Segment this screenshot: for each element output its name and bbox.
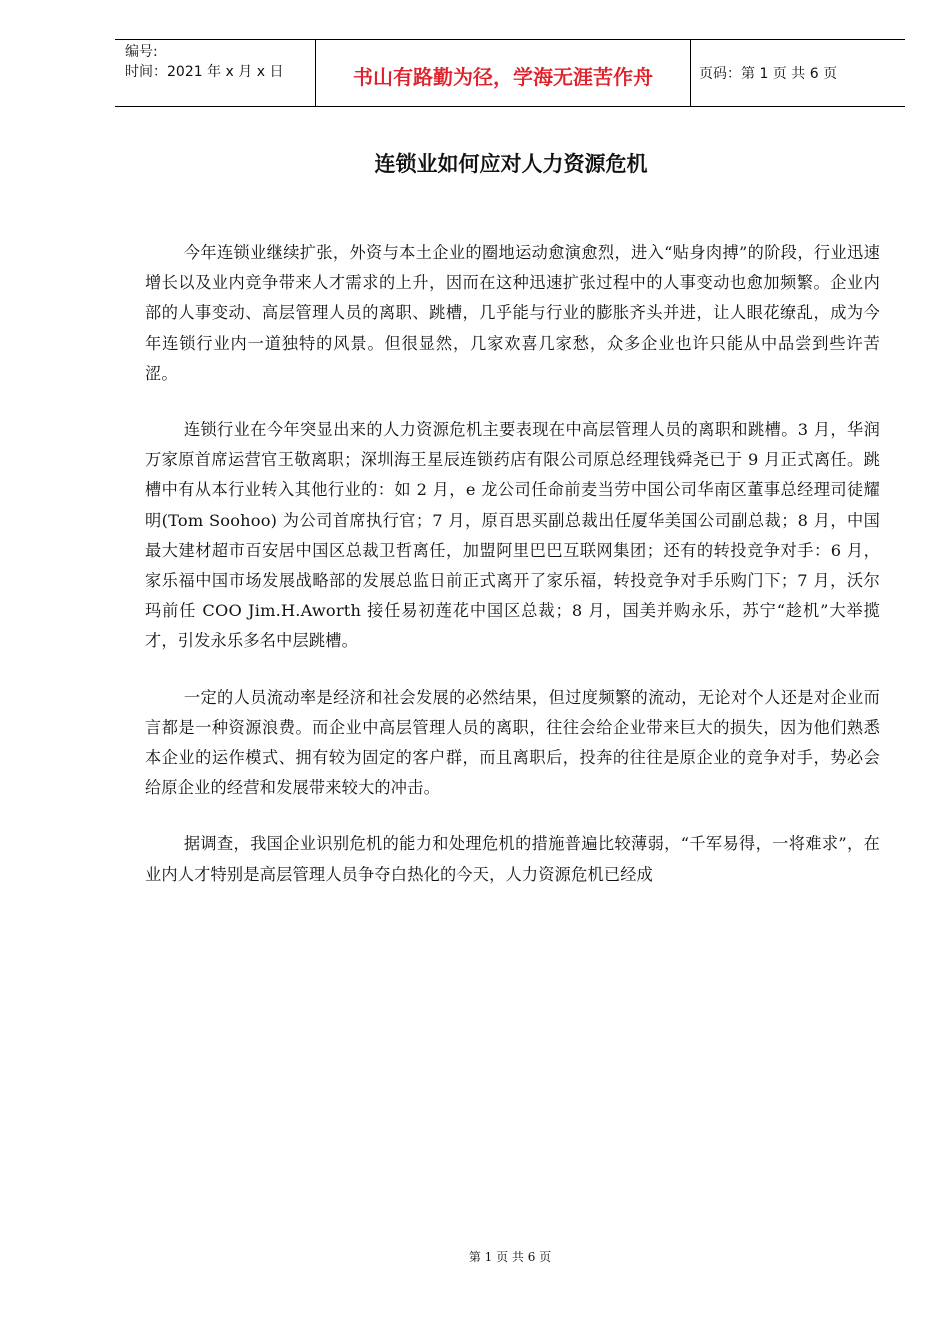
header-meta [115, 40, 316, 106]
document-title: 连锁业如何应对人力资源危机 [374, 152, 648, 176]
page-footer: 第 1 页 共 6 页 [468, 1250, 552, 1264]
header-page-number: 页码：第 1 页 共 6 页 [699, 66, 838, 82]
document-body [145, 238, 880, 916]
paragraph: 据调查，我国企业识别危机的能力和处理危机的措施普遍比较薄弱，“千军易得，一将难求”，在业内人才特别是高层管理人员争夺白热化的今天，人力资源危机已经成 [145, 834, 880, 884]
paragraph: 今年连锁业继续扩张，外资与本土企业的圈地运动愈演愈烈，进入“贴身肉搏”的阶段，行业迅速增长以及业内竞争带来人才需求的上升，因而在这种迅速扩张过程中的人事变动也愈加频繁。企业内部的人事变动、高层管理人员的离职、跳槽，几乎能与行业的膨胀齐头并进，让人眼花缭乱，成为今年连锁行业内一道独特的风景。但很显然，几家欢喜几家愁，众多企业也许只能从中品尝到些许苦涩。 [145, 243, 880, 383]
paragraph: 连锁行业在今年突显出来的人力资源危机主要表现在中高层管理人员的离职和跳槽。3 月，华润万家原首席运营官王敬离职；深圳海王星辰连锁药店有限公司原总经理钱舜尧已于 9 月正式离任。跳槽中有从本行业转入其他行业的：如 2 月，e 龙公司任命前麦当劳中国公司华南区董事总经理司徒耀明(Tom Soohoo) 为公司首席执行官；7 月，原百思买副总裁出任厦华美国公司副总裁；8 月，中国最大建材超市百安居中国区总裁卫哲离任，加盟阿里巴巴互联网集团；还有的转投竞争对手：6 月，家乐福中国市场发展战略部的发展总监日前正式离开了家乐福，转投竞争对手乐购门下；7 月，沃尔玛前任 COO Jim.H.Aworth 接任易初莲花中国区总裁；8 月，国美并购永乐，苏宁“趁机”大举揽才，引发永乐多名中层跳槽。 [145, 420, 880, 651]
document-date: 时间：2021 年 x 月 x 日 [125, 64, 284, 80]
page-header [115, 39, 905, 107]
header-motto: 书山有路勤为径，学海无涯苦作舟 [316, 40, 691, 106]
document-number-label: 编号: [125, 44, 158, 60]
paragraph: 一定的人员流动率是经济和社会发展的必然结果，但过度频繁的流动，无论对个人还是对企业而言都是一种资源浪费。而企业中高层管理人员的离职，往往会给企业带来巨大的损失，因为他们熟悉本企业的运作模式、拥有较为固定的客户群，而且离职后，投奔的往往是原企业的竞争对手，势必会给原企业的经营和发展带来较大的冲击。 [145, 687, 880, 798]
